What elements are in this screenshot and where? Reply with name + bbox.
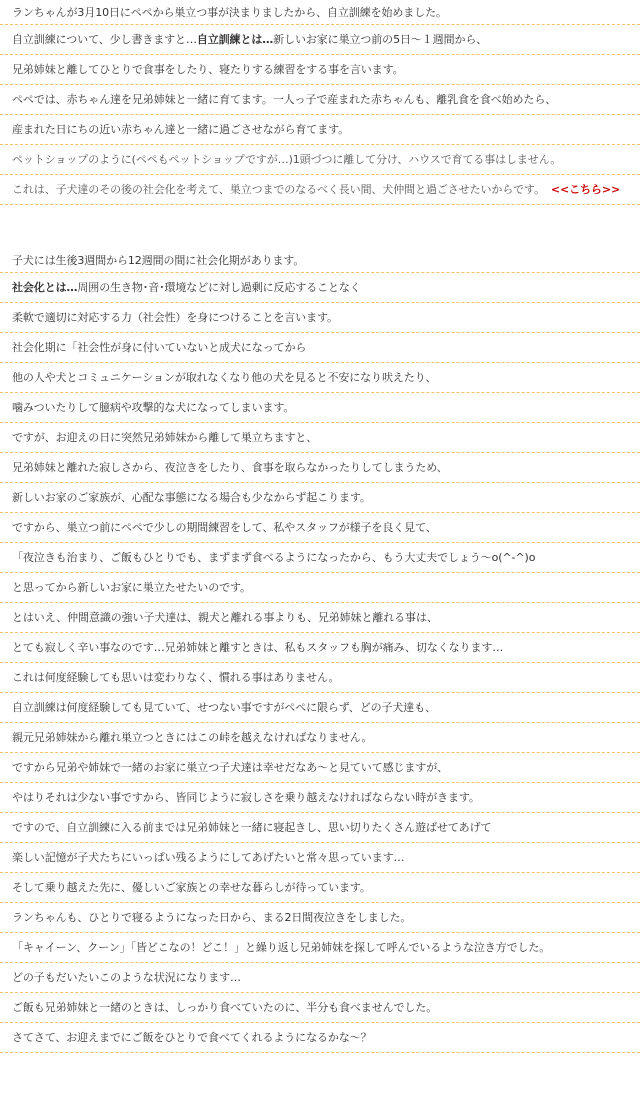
text-line xyxy=(0,1023,640,1053)
line-text: と思ってから新しいお家に巣立たせたいのです。 xyxy=(12,581,251,594)
text-line xyxy=(0,663,640,693)
line-text: 自立訓練は何度経験しても見ていて、せつない事ですがペペに限らず、どの子犬達も、 xyxy=(12,701,436,714)
bold-term: 自立訓練とは… xyxy=(196,33,274,46)
line-text: 社会化期に「社会性が身に付いていないと成犬になってから xyxy=(12,341,307,354)
text-line xyxy=(0,363,640,393)
section-socialization xyxy=(0,248,640,1053)
line-text: ペットショップのように(ペペもペットショップですが…)1頭づつに離して分け、ハウスで育てる事はしません。 xyxy=(12,153,562,166)
line-text: ペペでは、赤ちゃん達を兄弟姉妹と一緒に育てます。一人っ子で産まれた赤ちゃんも、離乳食を食べ始めたら、 xyxy=(12,93,557,106)
text-line xyxy=(0,175,640,205)
text-line xyxy=(0,483,640,513)
text-line xyxy=(0,993,640,1023)
text-line xyxy=(0,633,640,663)
text-line xyxy=(0,333,640,363)
text-line xyxy=(0,693,640,723)
text-line xyxy=(0,393,640,423)
text-line xyxy=(0,423,640,453)
text-line xyxy=(0,813,640,843)
line-text: ですから、巣立つ前にペペで少しの期間練習をして、私やスタッフが様子を良く見て、 xyxy=(12,521,437,534)
line-text-pre: 自立訓練について、少し書きますと… xyxy=(12,33,197,46)
text-line xyxy=(0,753,640,783)
line-text: 産まれた日にちの近い赤ちゃん達と一緒に過ごさせながら育てます。 xyxy=(12,123,350,136)
line-text: これは何度経験しても思いは変わりなく、慣れる事はありません。 xyxy=(12,671,340,684)
line-text: 「キャイーン、クーン」「皆どこなの！どこ！」と繰り返し兄弟姉妹を探して呼んでいるような泣き方でした。 xyxy=(12,941,551,954)
text-line xyxy=(0,25,640,55)
text-line xyxy=(0,963,640,993)
line-text: 兄弟姉妹と離れた寂しさから、夜泣きをしたり、食事を取らなかったりしてしまうため、 xyxy=(12,461,448,474)
text-line xyxy=(0,843,640,873)
line-text: ご飯も兄弟姉妹と一緒のときは、しっかり食べていたのに、半分も食べませんでした。 xyxy=(12,1001,438,1014)
line-text: そして乗り越えた先に、優しいご家族との幸せな暮らしが待っています。 xyxy=(12,881,371,894)
line-text-post: 新しいお家に巣立つ前の5日～１週間から、 xyxy=(273,33,488,46)
line-text: とても寂しく辛い事なのです…兄弟姉妹と離すときは、私もスタッフも胸が痛み、切なくなります… xyxy=(12,641,504,654)
line-text: ですが、お迎えの日に突然兄弟姉妹から離して巣立ちますと、 xyxy=(12,431,318,444)
line-text: どの子もだいたいこのような状況になります… xyxy=(12,971,241,984)
text-line xyxy=(0,273,640,303)
text-line xyxy=(0,303,640,333)
text-line xyxy=(0,115,640,145)
more-link[interactable]: <<こちら>> xyxy=(550,183,621,196)
line-text: とはいえ、仲間意識の強い子犬達は、親犬と離れる事よりも、兄弟姉妹と離れる事は、 xyxy=(12,611,438,624)
line-text: ランちゃんも、ひとりで寝るようになった日から、まる2日間夜泣きをしました。 xyxy=(12,911,412,924)
text-line xyxy=(0,873,640,903)
text-line xyxy=(0,573,640,603)
line-text: ですので、自立訓練に入る前までは兄弟姉妹と一緒に寝起きし、思い切りたくさん遊ばせてあげて xyxy=(12,821,492,834)
line-text: 兄弟姉妹と離してひとりで食事をしたり、寝たりする練習をする事を言います。 xyxy=(12,63,404,76)
line-text: 楽しい記憶が子犬たちにいっぱい残るようにしてあげたいと常々思っています… xyxy=(12,851,405,864)
text-line xyxy=(0,783,640,813)
text-line xyxy=(0,543,640,573)
text-line xyxy=(0,55,640,85)
line-text: 他の人や犬とコミュニケーションが取れなくなり他の犬を見ると不安になり吠えたり、 xyxy=(12,371,437,384)
text-line xyxy=(0,0,640,25)
line-text: 噛みついたりして臆病や攻撃的な犬になってしまいます。 xyxy=(12,401,295,414)
text-line xyxy=(0,85,640,115)
line-text: 「夜泣きも治まり、ご飯もひとりでも、まずまず食べるようになったから、もう大丈夫でしょう～o(^-^)o xyxy=(12,551,536,564)
bold-term: 社会化とは… xyxy=(12,281,78,294)
line-text: 柔軟で適切に対応する力（社会性）を身につけることを言います。 xyxy=(12,311,338,324)
text-line xyxy=(0,603,640,633)
line-text: さてさて、お迎えまでにご飯をひとりで食べてくれるようになるかな～？ xyxy=(12,1031,372,1044)
line-text: これは、子犬達のその後の社会化を考えて、巣立つまでのなるべく長い間、犬仲間と過ごさせたいからです。 xyxy=(12,183,545,196)
line-text-post: 周囲の生き物･音･環境などに対し過剰に反応することなく xyxy=(77,281,361,294)
section-self-training xyxy=(0,0,640,205)
line-text: やはりそれは少ない事ですから、皆同じように寂しさを乗り越えなければならない時がきます。 xyxy=(12,791,480,804)
text-line xyxy=(0,145,640,175)
line-text: ランちゃんが3月10日にペペから巣立つ事が決まりましたから、自立訓練を始めました。 xyxy=(12,5,447,19)
line-text: ですから兄弟や姉妹で一緒のお家に巣立つ子犬達は幸せだなあ～と見ていて感じますが、 xyxy=(12,761,448,774)
line-text: 親元兄弟姉妹から離れ巣立つときにはこの峠を越えなければなりません。 xyxy=(12,731,373,744)
text-line xyxy=(0,933,640,963)
text-line xyxy=(0,453,640,483)
text-line xyxy=(0,513,640,543)
text-line xyxy=(0,903,640,933)
text-line xyxy=(0,723,640,753)
section-gap xyxy=(0,205,640,248)
text-line xyxy=(0,248,640,273)
line-text: 子犬には生後3週間から12週間の間に社会化期があります。 xyxy=(12,253,305,267)
line-text: 新しいお家のご家族が、心配な事態になる場合も少なからず起こります。 xyxy=(12,491,371,504)
